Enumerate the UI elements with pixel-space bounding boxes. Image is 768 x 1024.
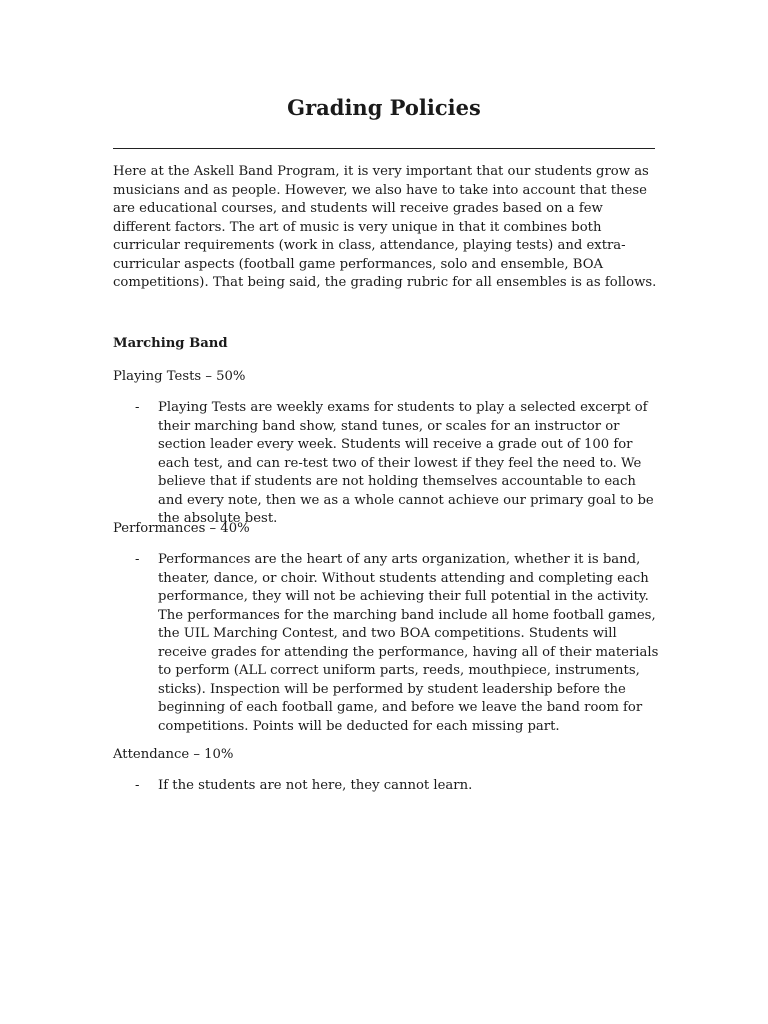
intro-paragraph: Here at the Askell Band Program, it is very important that our students grow as musicians and as people. However, we also have to take into account that these are educational courses, and students will receive grades based on a few different factors. The art of music is very unique in that it combines both curricular requirements (work in class, attendance, playing tests) and extra-curricular aspects (football game performances, solo and ensemble, BOA competitions). That being said, the grading rubric for all ensembles is as follows.: [113, 164, 657, 290]
category-heading-attendance: Attendance – 10%: [113, 747, 234, 762]
title-divider: [113, 148, 655, 149]
bullet-text: Playing Tests are weekly exams for students to play a selected excerpt of their marching band show, stand tunes, or scales for an instructor or section leader every week. Students will receive a grade out of 100 for each test, and can re-test two of their lowest if they feel the need to. We believe that if students are not holding themselves accountable to each and every note, then we as a whole cannot achieve our primary goal to be the absolute best.: [158, 400, 654, 526]
bullet-item-playing-tests: [113, 399, 661, 529]
bullet-marker: -: [135, 400, 140, 415]
document-title: Grading Policies: [287, 95, 481, 120]
bullet-item-performances: [113, 551, 661, 736]
bullet-text: Performances are the heart of any arts organization, whether it is band, theater, dance, or choir. Without students attending and completing each performance, they will not be achieving their full potential in the activity. The performances for the marching band include all home football games, the UIL Marching Contest, and two BOA competitions. Students will receive grades for attending the performance, having all of their materials to perform (ALL correct uniform parts, reeds, mouthpiece, instruments, sticks). Inspection will be performed by student leadership before the beginning of each football game, and before we leave the band room for competitions. Points will be deducted for each missing part.: [158, 552, 659, 734]
bullet-marker: -: [135, 778, 140, 793]
bullet-text: If the students are not here, they cannot learn.: [158, 778, 473, 793]
bullet-marker: -: [135, 552, 140, 567]
section-heading-marching-band: Marching Band: [113, 336, 228, 351]
category-heading-playing-tests: Playing Tests – 50%: [113, 369, 246, 384]
bullet-item-attendance: [113, 777, 661, 796]
category-heading-performances: Performances – 40%: [113, 521, 250, 536]
